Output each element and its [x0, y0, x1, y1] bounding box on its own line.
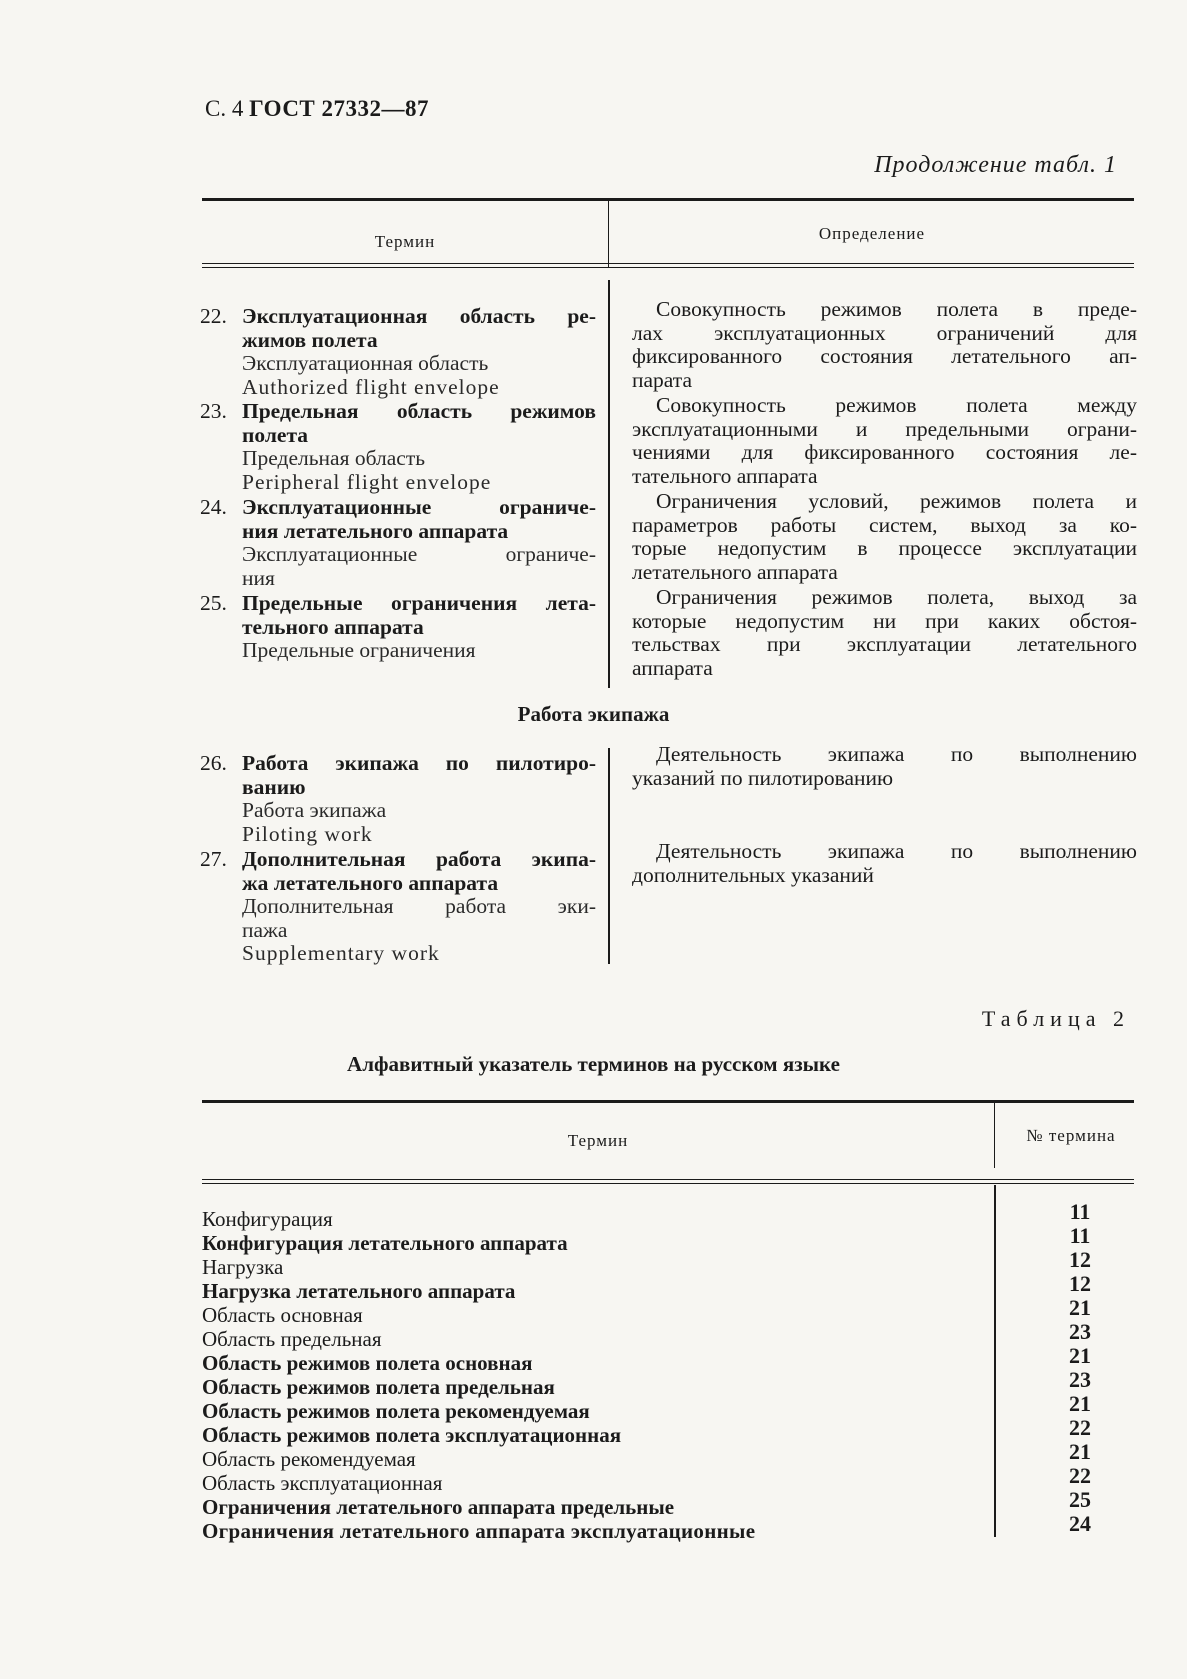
- table1-header-rule: [202, 263, 1134, 264]
- index-term: Область режимов полета рекомендуемая: [202, 1399, 590, 1423]
- term-27: [200, 848, 596, 966]
- index-number: 22: [1069, 1415, 1091, 1440]
- term-name: Предельная область режимов: [242, 399, 596, 423]
- index-term: Ограничения летательного аппарата эксплуатационные: [202, 1519, 756, 1543]
- term-number: 27.: [200, 847, 227, 871]
- definition-line: которые недопустим ни при каких обстоя-: [632, 608, 1137, 633]
- index-number: 25: [1069, 1487, 1091, 1512]
- index-term: Ограничения летательного аппарата предельные: [202, 1495, 675, 1519]
- page-header: [205, 96, 429, 122]
- index-number: 21: [1069, 1391, 1091, 1416]
- definition-line: Деятельность экипажа по выполнению: [656, 742, 1137, 766]
- term-english: Piloting work: [242, 821, 373, 846]
- definition-line: лах эксплуатационных ограничений для: [632, 320, 1137, 345]
- term-name: жа летательного аппарата: [242, 870, 499, 895]
- term-synonym: Предельная область: [242, 446, 426, 470]
- index-term: Нагрузка: [202, 1255, 284, 1279]
- definition-line: дополнительных указаний: [632, 862, 874, 887]
- definition-line: Деятельность экипажа по выполнению: [656, 839, 1137, 863]
- index-number: 21: [1069, 1343, 1091, 1368]
- term-number: 23.: [200, 399, 227, 423]
- term-name: ния летательного аппарата: [242, 518, 509, 543]
- definition-line: торые недопустим в процессе эксплуатации: [632, 536, 1137, 560]
- index-number: 12: [1069, 1247, 1091, 1272]
- standard-code: ГОСТ 27332—87: [249, 96, 430, 121]
- table1-col-definition: Определение: [818, 224, 926, 243]
- index-terms: [202, 1207, 1002, 1543]
- index-term: Область основная: [202, 1303, 363, 1327]
- definition-24: [632, 490, 1137, 584]
- definition-22: [632, 298, 1137, 392]
- index-term: Конфигурация: [202, 1207, 333, 1231]
- table2-col-number: № термина: [1026, 1126, 1116, 1145]
- index-number: 23: [1069, 1319, 1091, 1344]
- definition-23: [632, 394, 1137, 488]
- index-number: 22: [1069, 1463, 1091, 1488]
- page-number: С. 4: [205, 96, 244, 121]
- index-term: Область предельная: [202, 1327, 382, 1351]
- table2-label: Таблица 2: [981, 1006, 1130, 1031]
- definition-25: [632, 586, 1137, 680]
- table1-top-rule: [202, 198, 1134, 201]
- term-synonym: Эксплуатационная область: [242, 351, 489, 375]
- definition-line: Совокупность режимов полета между: [656, 393, 1137, 417]
- term-name: ванию: [242, 774, 306, 799]
- definition-line: тательного аппарата: [632, 463, 818, 488]
- table1-col-divider-body: [608, 280, 610, 688]
- term-26: [200, 752, 596, 846]
- definition-line: чениями для фиксированного состояния ле-: [632, 440, 1137, 464]
- table2-col-divider: [994, 1102, 995, 1168]
- index-term: Область режимов полета основная: [202, 1351, 533, 1375]
- definition-line: указаний по пилотированию: [632, 765, 894, 790]
- table1-col-term: Термин: [374, 232, 436, 251]
- term-24: [200, 496, 596, 590]
- table2-col-term: Термин: [567, 1131, 629, 1150]
- table1-header-rule-2: [202, 267, 1134, 268]
- index-term: Область режимов полета эксплуатационная: [202, 1423, 622, 1447]
- term-number: 26.: [200, 751, 227, 775]
- term-synonym: пажа: [242, 917, 288, 942]
- table2-title: Алфавитный указатель терминов на русском языке: [347, 1052, 840, 1076]
- index-term: Область режимов полета предельная: [202, 1375, 555, 1399]
- index-number: 21: [1069, 1295, 1091, 1320]
- definition-line: Совокупность режимов полета в преде-: [656, 297, 1137, 321]
- definition-line: эксплуатационными и предельными ограни-: [632, 416, 1137, 441]
- term-23: [200, 400, 596, 494]
- index-number: 12: [1069, 1271, 1091, 1296]
- definition-line: фиксированного состояния летательного ап-: [632, 344, 1137, 368]
- term-name: жимов полета: [242, 327, 378, 352]
- index-term: Область эксплуатационная: [202, 1471, 443, 1495]
- definition-27: [632, 840, 1137, 887]
- table2-header-rule: [202, 1179, 1134, 1180]
- term-22: [200, 305, 596, 399]
- table2-header-rule-2: [202, 1183, 1134, 1184]
- term-name: тельного аппарата: [242, 614, 424, 639]
- term-name: Работа экипажа по пилотиро-: [242, 751, 596, 775]
- table1-col-divider-section2: [608, 748, 610, 964]
- index-number: 21: [1069, 1439, 1091, 1464]
- term-number: 22.: [200, 304, 227, 328]
- term-synonym: Работа экипажа: [242, 798, 387, 822]
- term-name: Эксплуатационная область ре-: [242, 304, 596, 328]
- definition-line: аппарата: [632, 655, 713, 680]
- term-english: Authorized flight envelope: [242, 374, 500, 399]
- term-english: Peripheral flight envelope: [242, 469, 492, 494]
- definition-line: параметров работы систем, выход за ко-: [632, 512, 1137, 537]
- definition-26: [632, 743, 1137, 790]
- index-number: 24: [1069, 1511, 1091, 1536]
- term-name: Эксплуатационные ограниче-: [242, 495, 596, 519]
- index-number: 11: [1069, 1223, 1091, 1248]
- term-english: Supplementary work: [242, 941, 440, 965]
- index-number: 23: [1069, 1367, 1091, 1392]
- index-term: Область рекомендуемая: [202, 1447, 416, 1471]
- definition-line: Ограничения условий, режимов полета и: [656, 489, 1137, 513]
- term-name: полета: [242, 422, 309, 447]
- index-term: Конфигурация летательного аппарата: [202, 1231, 568, 1255]
- term-synonym: Дополнительная работа эки-: [242, 894, 596, 918]
- term-number: 24.: [200, 495, 227, 519]
- term-synonym: Эксплуатационные ограниче-: [242, 542, 596, 566]
- index-term: Нагрузка летательного аппарата: [202, 1279, 516, 1303]
- table1-col-divider: [608, 200, 609, 268]
- term-synonym: ния: [242, 565, 275, 590]
- term-name: Дополнительная работа экипа-: [242, 847, 596, 871]
- term-name: Предельные ограничения лета-: [242, 591, 596, 615]
- index-number: 11: [1069, 1199, 1091, 1224]
- term-synonym: Предельные ограничения: [242, 638, 476, 662]
- section-heading: Работа экипажа: [517, 702, 670, 726]
- definition-line: тельствах при эксплуатации летательного: [632, 632, 1137, 656]
- term-25: [200, 592, 596, 663]
- continuation-label: Продолжение табл. 1: [874, 152, 1117, 178]
- index-numbers: [1050, 1200, 1110, 1536]
- definition-line: парата: [632, 367, 692, 392]
- definition-line: Ограничения режимов полета, выход за: [656, 585, 1137, 609]
- definition-line: летательного аппарата: [632, 559, 838, 584]
- term-number: 25.: [200, 591, 227, 615]
